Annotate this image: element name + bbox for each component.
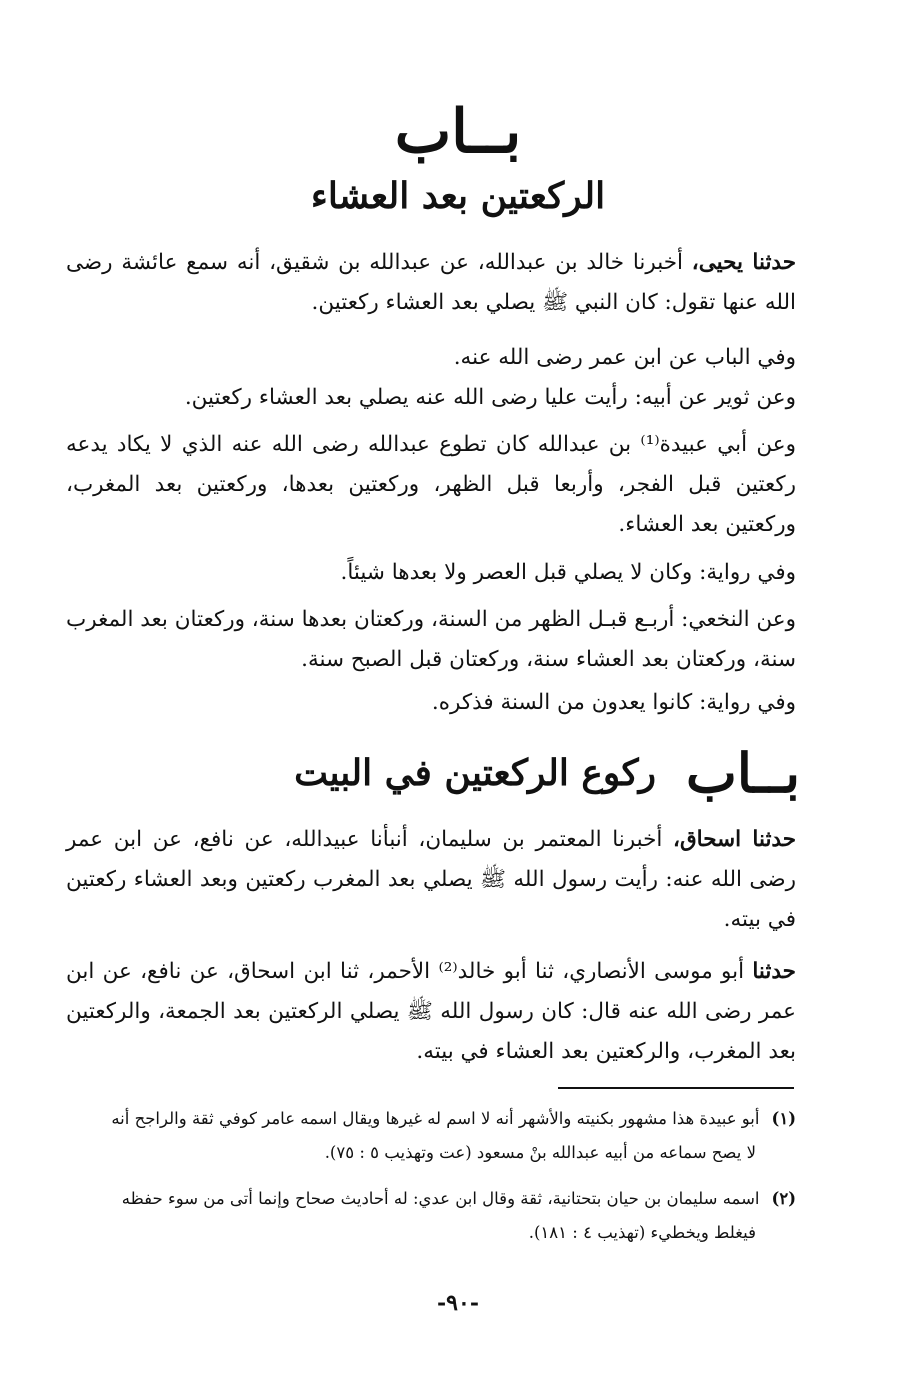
footnote-text: أبو عبيدة هذا مشهور بكنيته والأشهر أنه لا اسم له غيرها ويقال اسمه عامر كوفي ثقة والراجح أنه (111, 1109, 760, 1128)
paragraph-text: أبو موسى الأنصاري، ثنا أبو خالد⁽²⁾ الأحمر، ثنا ابن اسحاق، عن نافع، عن ابن عمر رضى الله عنه قال: كان رسول الله ﷺ يصلي الركعتين بعد الجمعة، والركعتين بعد المغرب، والركعتين بعد العشاء في بيته. (66, 959, 796, 1064)
paragraph-text: وفي الباب عن ابن عمر رضى الله عنه. (453, 345, 796, 370)
hadith-paragraph (66, 683, 796, 723)
footnote-number: (١) (771, 1109, 796, 1128)
paragraph-text: وفي رواية: كانوا يعدون من السنة فذكره. (431, 690, 796, 715)
narration-lead: حدثنا اسحاق، (673, 827, 797, 852)
hadith-paragraph (66, 425, 796, 545)
footnote (54, 1102, 796, 1170)
hadith-paragraph (66, 952, 796, 1072)
paragraph-text: وفي رواية: وكان لا يصلي قبل العصر ولا بعدها شيئاً. (340, 560, 796, 585)
chapter-title: الركعتين بعد العشاء (310, 175, 606, 217)
hadith-paragraph (66, 600, 796, 680)
paragraph-text: وعن النخعي: أربـع قبـل الظهر من السنة، وركعتان بعدها سنة، وركعتان بعد المغرب سنة، وركعتان بعد العشاء سنة، وركعتان قبل الصبح سنة. (66, 607, 796, 672)
paragraph-text: وعن ثوير عن أبيه: رأيت عليا رضى الله عنه يصلي بعد العشاء ركعتين. (184, 385, 796, 410)
narration-lead: حدثنا يحيى، (691, 250, 796, 275)
page-number: -٩٠- (437, 1290, 479, 1316)
section-heading (160, 735, 800, 811)
hadith-paragraph (66, 243, 796, 323)
footnote-number: (٢) (771, 1189, 796, 1208)
chapter-title: ركوع الركعتين في البيت (294, 752, 657, 794)
footnote (54, 1182, 796, 1250)
footnote-divider (558, 1087, 794, 1089)
hadith-paragraph (66, 553, 796, 593)
chapter-label: بــاب (686, 741, 800, 805)
chapter-label: بــاب (394, 97, 522, 167)
paragraph-text: أخبرنا خالد بن عبدالله، عن عبدالله بن شقيق، أنه سمع عائشة رضى الله عنها تقول: كان النبي ﷺ يصلي بعد العشاء ركعتين. (66, 250, 796, 315)
footnote-text: لا يصح سماعه من أبيه عبدالله بنْ مسعود (عت وتهذيب ٥ : ٧٥). (324, 1143, 756, 1162)
hadith-paragraph (66, 820, 796, 940)
paragraph-text: أخبرنا المعتمر بن سليمان، أنبأنا عبيدالله، عن نافع، عن ابن عمر رضى الله عنه: رأيت رسول الله ﷺ يصلي بعد المغرب ركعتين وبعد العشاء ركعتين في بيته. (66, 827, 796, 932)
footnote-text: فيغلط ويخطيء (تهذيب ٤ : ١٨١). (528, 1223, 756, 1242)
footnote-text: اسمه سليمان بن حيان بتحتانية، ثقة وقال ابن عدي: له أحاديث صحاح وإنما أتى من سوء حفظه (121, 1189, 760, 1208)
hadith-paragraph (66, 378, 796, 418)
hadith-paragraph (66, 338, 796, 378)
narration-lead: حدثنا (752, 959, 796, 984)
paragraph-text: وعن أبي عبيدة⁽¹⁾ بن عبدالله كان تطوع عبدالله رضى الله عنه الذي لا يكاد يدعه ركعتين قبل الفجر، وأربعا قبل الظهر، وركعتين بعدها، وركعتين بعد المغرب، وركعتين بعد العشاء. (66, 432, 796, 537)
